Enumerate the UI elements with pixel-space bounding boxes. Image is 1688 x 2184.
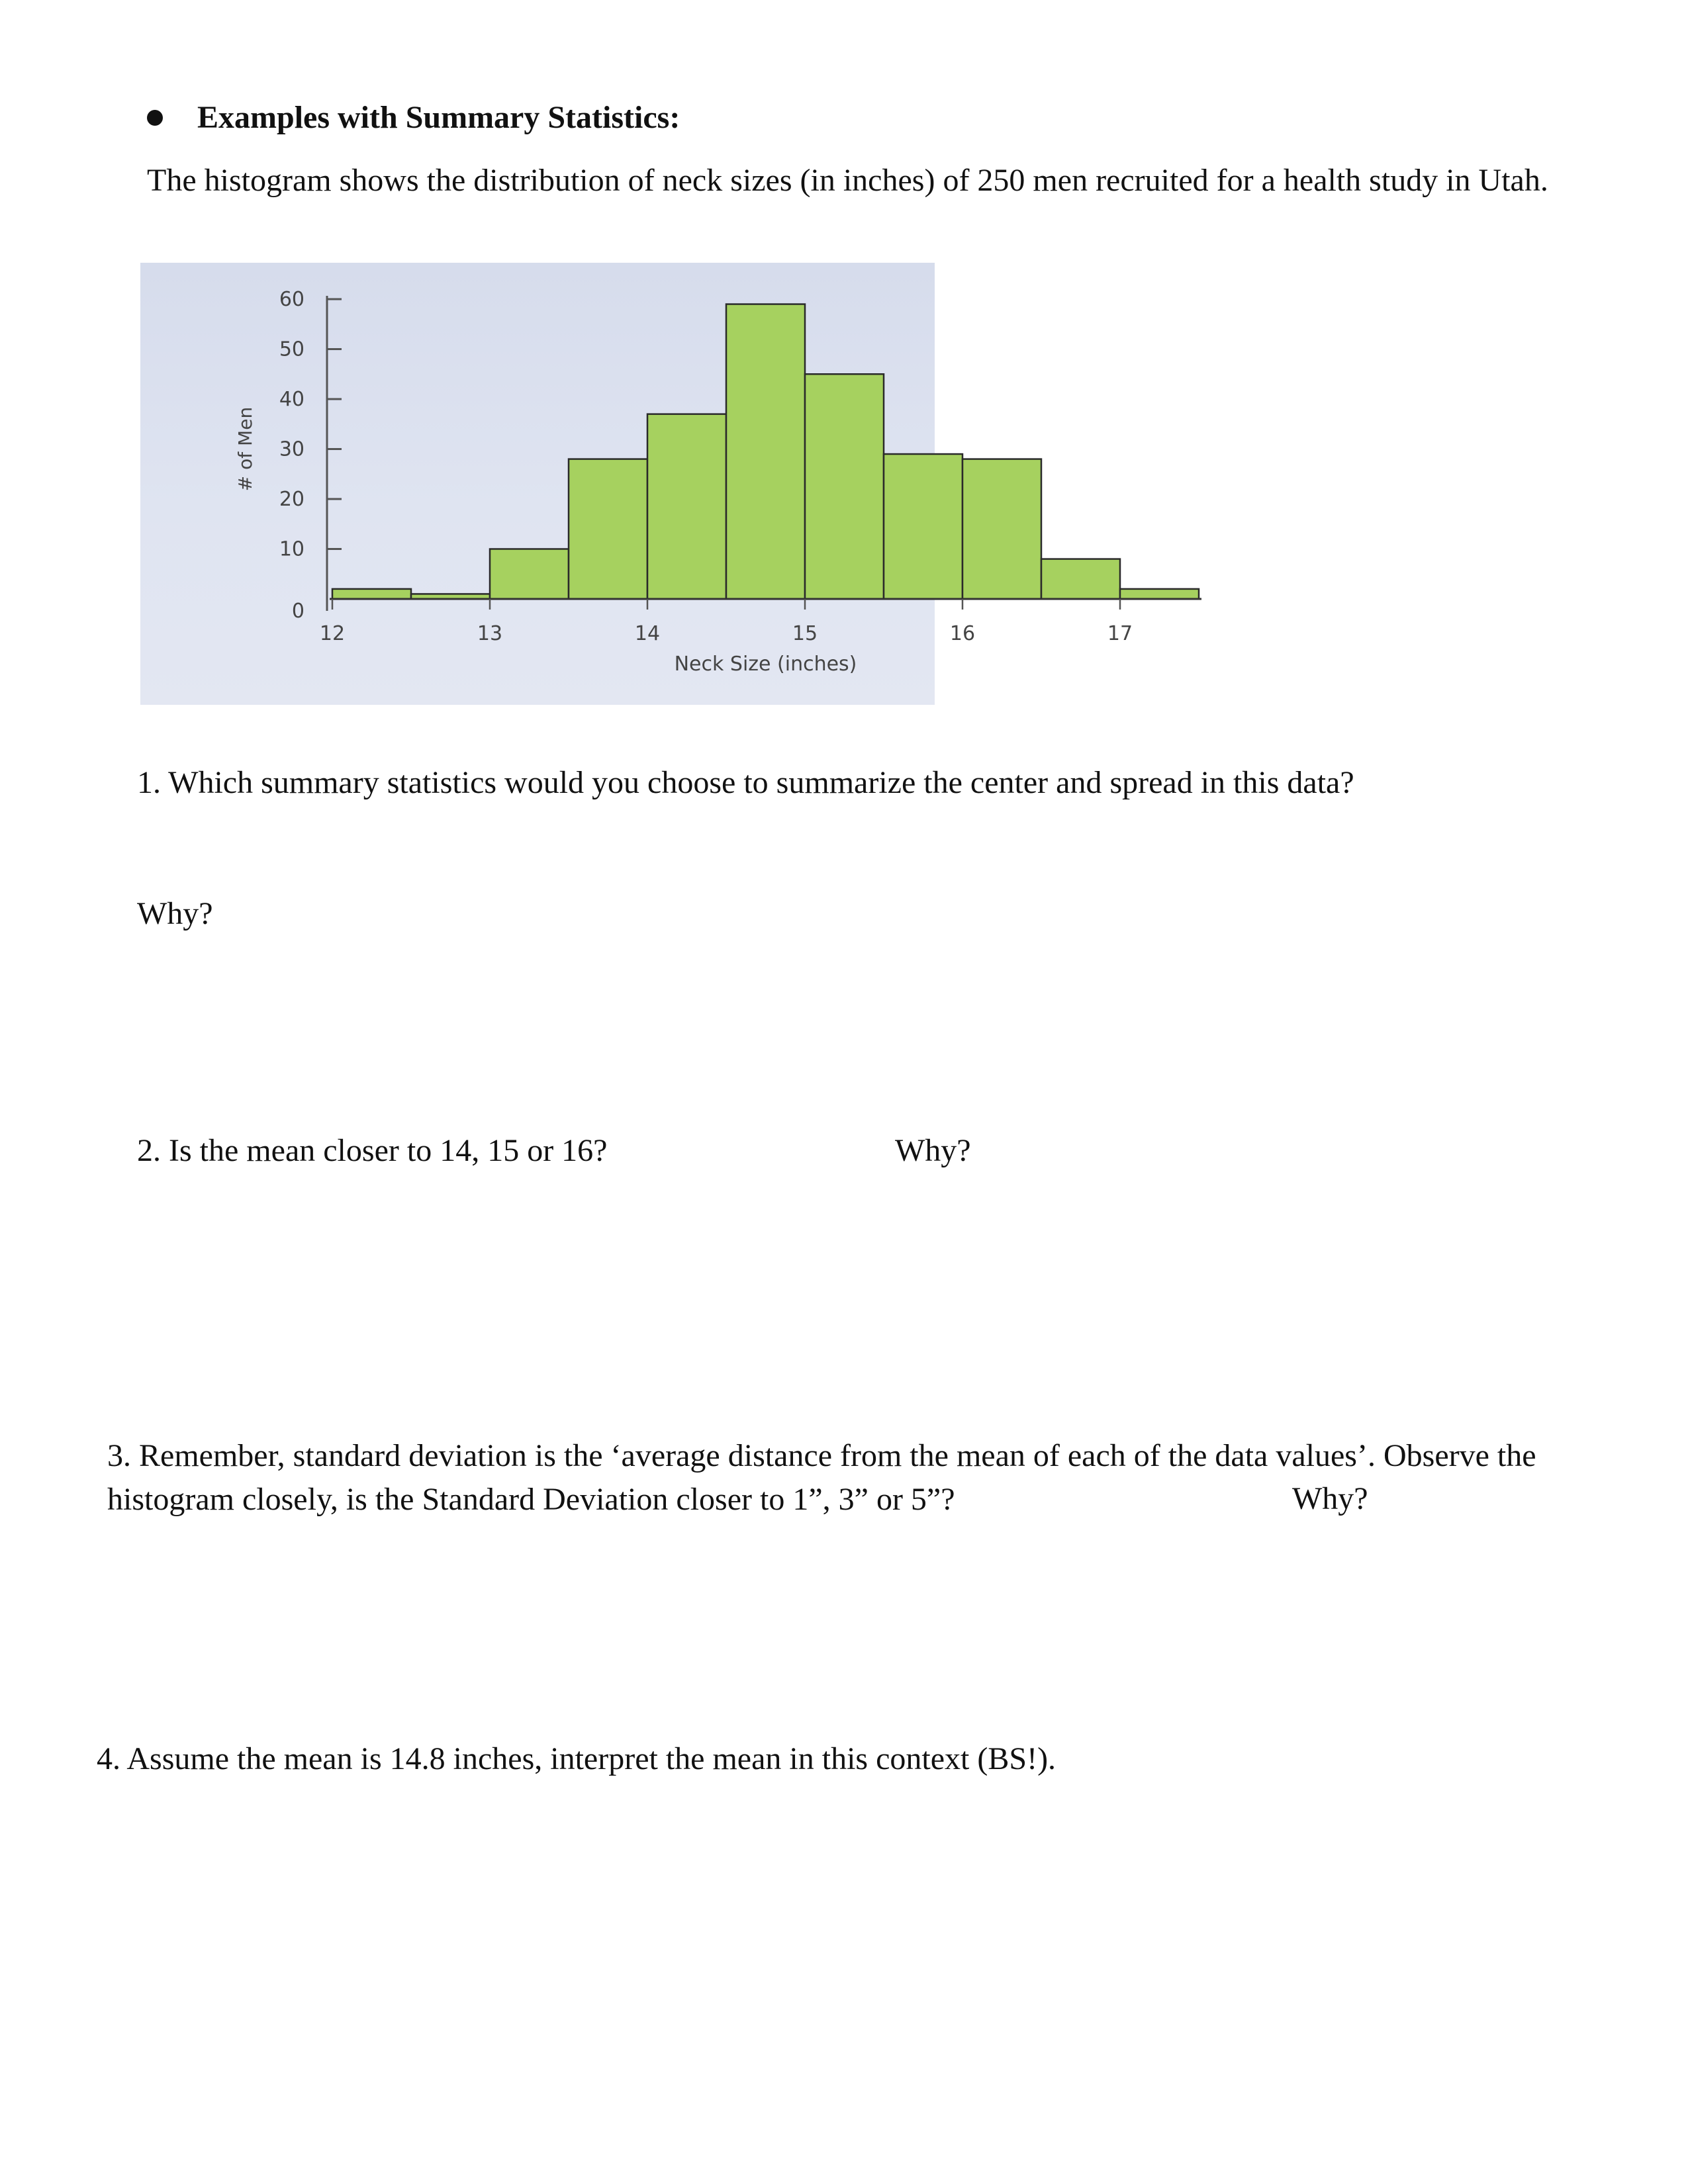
y-tick-label: 20 <box>279 488 305 511</box>
x-tick-label: 16 <box>949 622 976 645</box>
question-1: 1. Which summary statistics would you choose to summarize the center and spread in this data? <box>137 765 1354 800</box>
histogram-bar <box>884 454 962 599</box>
question-4: 4. Assume the mean is 14.8 inches, interpret the mean in this context (BS!). <box>97 1741 1056 1776</box>
x-tick-label: 15 <box>792 622 818 645</box>
y-tick-label: 10 <box>279 537 305 561</box>
x-tick-label: 12 <box>319 622 346 645</box>
y-tick-label: 0 <box>291 600 305 623</box>
section-heading <box>147 99 680 136</box>
y-tick-label: 50 <box>279 338 305 361</box>
histogram-bar <box>647 414 726 599</box>
question-3-why: Why? <box>1292 1481 1368 1516</box>
y-axis-title: # of Men <box>234 406 256 492</box>
x-axis-title: Neck Size (inches) <box>674 653 857 676</box>
histogram-bar <box>962 459 1041 599</box>
x-tick-label: 17 <box>1107 622 1133 645</box>
x-tick-label: 14 <box>634 622 661 645</box>
section-heading-text: Examples with Summary Statistics: <box>197 100 680 135</box>
histogram-bar <box>726 304 805 599</box>
y-tick-label: 30 <box>279 437 305 461</box>
y-tick-label: 40 <box>279 388 305 411</box>
histogram-bar <box>805 374 884 599</box>
intro-paragraph: The histogram shows the distribution of neck sizes (in inches) of 250 men recruited for a health study in Utah. <box>147 163 1548 198</box>
x-tick-label: 13 <box>477 622 503 645</box>
histogram-bar <box>332 589 411 599</box>
histogram-bar <box>569 459 647 599</box>
question-2-why: Why? <box>895 1133 971 1168</box>
bullet-icon <box>147 110 163 126</box>
histogram-figure <box>140 263 1133 705</box>
histogram-bar <box>1041 559 1120 599</box>
question-1-why: Why? <box>137 896 213 931</box>
question-3-text: 3. Remember, standard deviation is the ‘average distance from the mean of each of the data values’. Observe the histogram closely, is the Standard Deviation closer to 1”, 3” or 5”? <box>107 1438 1536 1517</box>
histogram-bar <box>490 549 569 600</box>
histogram-chart <box>140 263 1133 705</box>
histogram-bar <box>1120 589 1199 599</box>
question-2: 2. Is the mean closer to 14, 15 or 16? <box>137 1133 608 1168</box>
y-tick-label: 60 <box>279 288 305 311</box>
